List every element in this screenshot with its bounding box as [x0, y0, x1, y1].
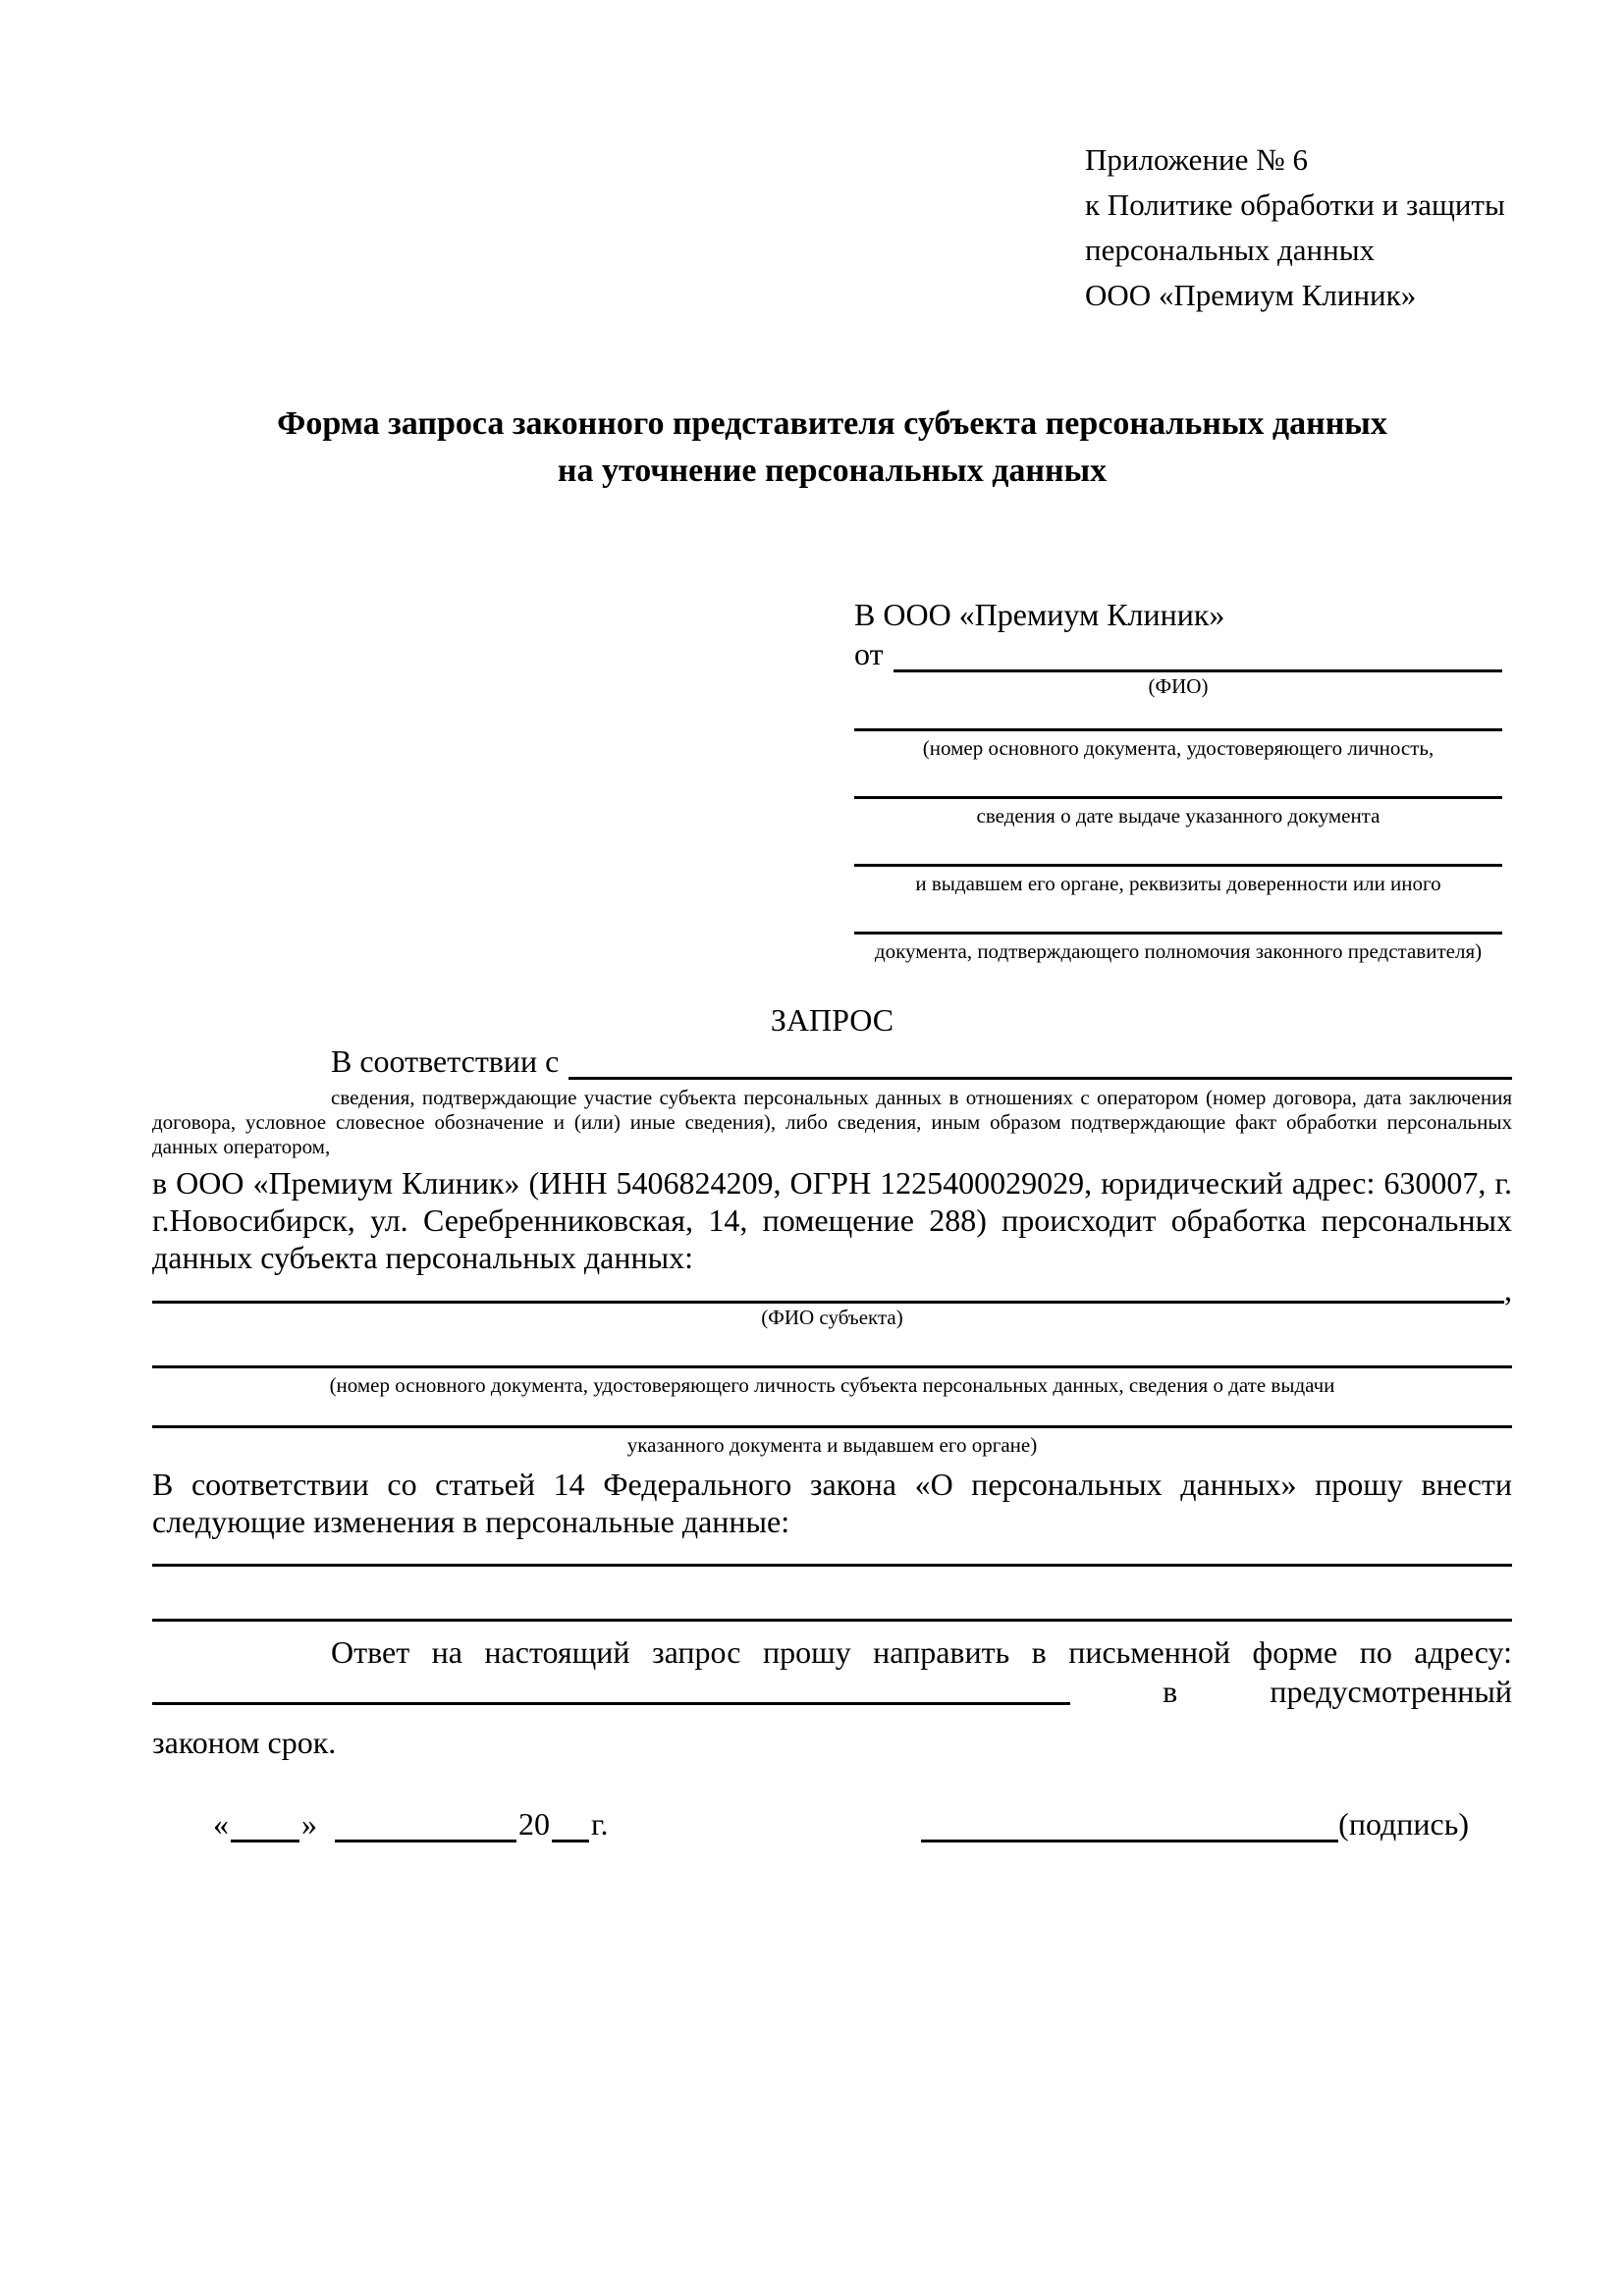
- document-title-line-2: на уточнение персональных данных: [557, 453, 1108, 489]
- basis-row: [152, 1041, 1512, 1080]
- subject-fio-blank: [152, 1301, 1504, 1304]
- document-title: [152, 400, 1512, 495]
- from-label: от: [854, 636, 884, 671]
- representative-doc-caption-4: документа, подтверждающего полномочия законного представителя): [874, 939, 1483, 963]
- basis-blank: [568, 1077, 1512, 1080]
- answer-word-2: предусмотренный: [1270, 1674, 1512, 1709]
- representative-doc-group-4: [854, 932, 1502, 964]
- representative-fio-caption: (ФИО): [1148, 674, 1209, 698]
- annex-line-4: ООО «Премиум Клиник»: [1085, 278, 1417, 312]
- signature-field: [921, 1805, 1469, 1842]
- representative-doc-caption-2: сведения о дате выдаче указанного документа: [976, 804, 1380, 828]
- law-paragraph: В соответствии со статьей 14 Федерального закона «О персональных данных» прошу внести следующие изменения в персональные данные:: [152, 1467, 1512, 1539]
- date-month-blank: [335, 1810, 516, 1842]
- answer-address-row: [152, 1671, 1512, 1710]
- annex-line-2: к Политике обработки и защиты: [1085, 187, 1505, 222]
- date-day-blank: [231, 1810, 299, 1842]
- answer-word-1: в: [1163, 1674, 1178, 1709]
- representative-doc-blank-3: [854, 864, 1502, 867]
- subject-doc-caption-1: (номер основного документа, удостоверяющего личность субъекта персональных данных, сведения о дате выдачи: [329, 1373, 1335, 1397]
- date-quote-close: »: [301, 1806, 317, 1842]
- basis-blank-caption: сведения, подтверждающие участие субъекта персональных данных в отношениях с оператором (номер договора, дата заключения договора, условное словесное обозначение и (или) иные сведения), либо сведения, иным образом подтверждающие факт обработки персональных данных оператором,: [152, 1086, 1512, 1158]
- subject-fio-caption: (ФИО субъекта): [761, 1306, 903, 1329]
- representative-doc-blank-4: [854, 932, 1502, 934]
- changes-blank-1: [152, 1564, 1512, 1567]
- request-heading: ЗАПРОС: [770, 1002, 894, 1038]
- subject-doc-caption-2: указанного документа и выдавшем его органе): [626, 1433, 1038, 1457]
- date-quote-open: «: [213, 1806, 229, 1842]
- answer-tail: законом срок.: [152, 1725, 337, 1760]
- date-field: [152, 1805, 609, 1842]
- signature-caption: (подпись): [1338, 1806, 1469, 1842]
- representative-doc-caption-3: и выдавшем его органе, реквизиты доверенности или иного: [915, 872, 1441, 895]
- annex-header: [1085, 137, 1512, 318]
- subject-doc-blank-2: [152, 1425, 1512, 1428]
- representative-doc-blank-1: [854, 728, 1502, 731]
- addressee-organization: В ООО «Премиум Клиник»: [854, 597, 1225, 632]
- addressee-block: [854, 596, 1502, 964]
- answer-address-blank: [152, 1702, 1070, 1705]
- changes-blank-2: [152, 1619, 1512, 1622]
- basis-prefix: В соответствии с: [331, 1043, 560, 1079]
- signature-blank: [921, 1810, 1338, 1842]
- document-title-line-1: Форма запроса законного представителя субъекта персональных данных: [277, 405, 1387, 442]
- annex-line-3: персональных данных: [1085, 233, 1376, 267]
- subject-fio-row: [152, 1272, 1512, 1308]
- date-year-prefix: 20: [518, 1806, 550, 1842]
- representative-fio-blank: [893, 669, 1502, 672]
- date-year-blank: [552, 1810, 589, 1842]
- operator-paragraph: в ООО «Премиум Клиник» (ИНН 5406824209, ОГРН 1225400029029, юридический адрес: 630007, г. г.Новосибирск, ул. Серебренниковская, 14, помещение 288) происходит обработка персональных данных субъекта персональных данных:: [152, 1165, 1512, 1275]
- representative-doc-blank-2: [854, 796, 1502, 799]
- answer-paragraph: Ответ на настоящий запрос прошу направить в письменной форме по адресу:: [331, 1634, 1512, 1670]
- representative-doc-group-2: [854, 796, 1502, 828]
- date-signature-row: [152, 1805, 1512, 1842]
- comma: ,: [1504, 1272, 1512, 1308]
- annex-line-1: Приложение № 6: [1085, 142, 1308, 177]
- from-row: [854, 633, 1502, 672]
- representative-doc-group-3: [854, 864, 1502, 896]
- date-year-suffix: г.: [591, 1806, 609, 1842]
- representative-doc-caption-1: (номер основного документа, удостоверяющего личность,: [922, 736, 1435, 760]
- representative-doc-group-1: [854, 728, 1502, 761]
- subject-doc-blank-1: [152, 1365, 1512, 1368]
